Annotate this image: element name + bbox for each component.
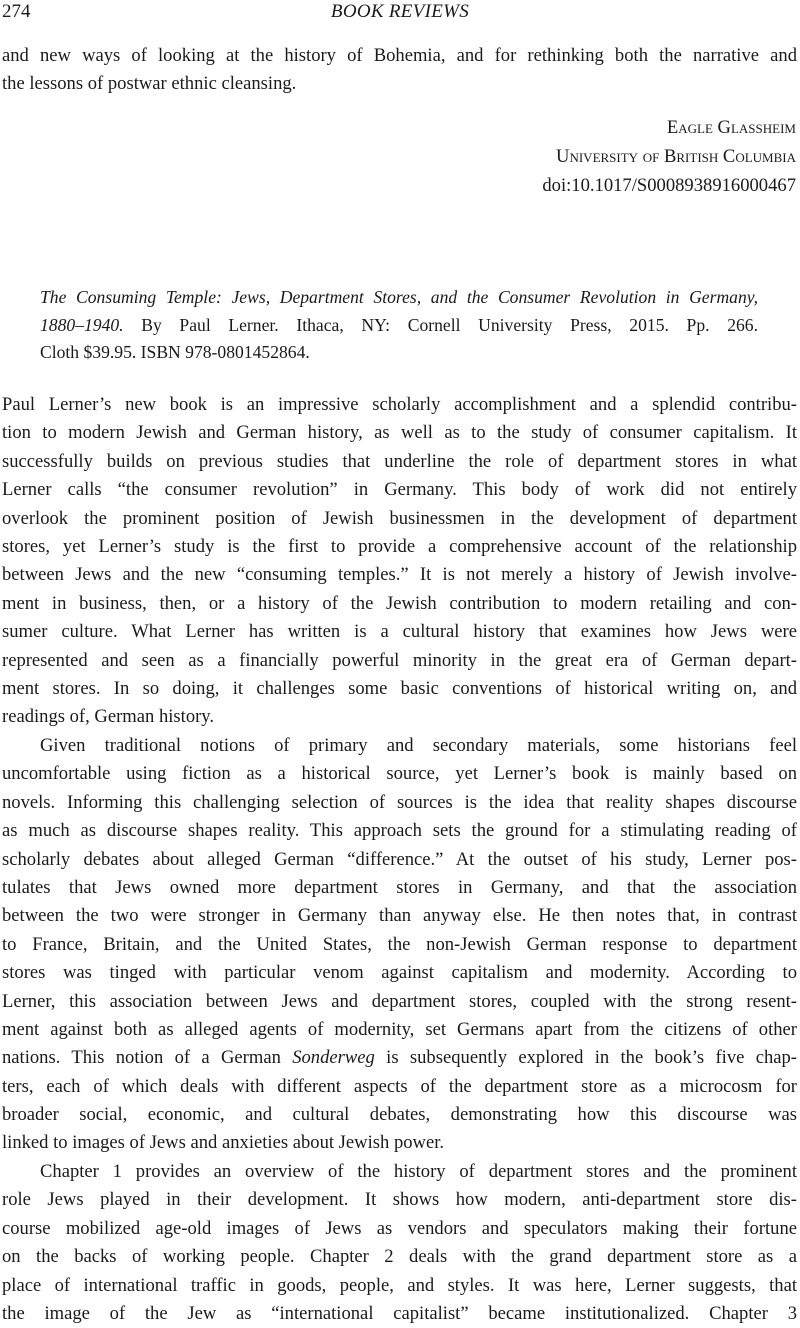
citation-line3: Cloth $39.95. ISBN 978-0801452864. xyxy=(40,342,310,363)
journal-title: BOOK REVIEWS xyxy=(330,1,470,22)
text-line: to France, Britain, and the United States, the non-Jewish German response to department xyxy=(2,933,797,955)
text-line: course mobilized age-old images of Jews as vendors and speculators making their fortune xyxy=(2,1217,797,1239)
text-line: between the two were stronger in Germany than anyway else. He then notes that, in contrast xyxy=(2,905,797,927)
text-line: the lessons of postwar ethnic cleansing. xyxy=(2,73,297,95)
text-line: role Jews played in their development. It shows how modern, anti-department store dis- xyxy=(2,1189,797,1211)
text-line: tion to modern Jewish and German history, as well as to the study of consumer capitalism. It xyxy=(2,422,797,444)
book-title: The Consuming Temple: Jews, Department Stores, and the Consumer Revolution in Germany, xyxy=(40,287,758,307)
doi: doi:10.1017/S0008938916000467 xyxy=(542,175,796,196)
body-paragraph-2 xyxy=(2,732,797,1158)
text-line: ment against both as alleged agents of modernity, set Germans apart from the citizens of other xyxy=(2,1018,797,1040)
text-line: Paul Lerner’s new book is an impressive scholarly accomplishment and a splendid contribu- xyxy=(2,394,797,415)
text-line: ment stores. In so doing, it challenges some basic conventions of historical writing on, and xyxy=(2,677,797,699)
text-line: successfully builds on previous studies that underline the role of department stores in what xyxy=(2,450,797,472)
text-line xyxy=(2,1044,797,1072)
book-citation xyxy=(40,284,758,367)
text-line: novels. Informing this challenging selection of sources is the idea that reality shapes discourse xyxy=(2,791,797,813)
italic-term: Sonderweg xyxy=(292,1047,375,1069)
text-line: tulates that Jews owned more department stores in Germany, and that the association xyxy=(2,876,797,898)
text-line: Lerner, this association between Jews and department stores, coupled with the strong resent- xyxy=(2,990,797,1012)
text-line: stores was tinged with particular venom against capitalism and modernity. According to xyxy=(2,962,797,984)
text-line: Chapter 1 provides an overview of the history of department stores and the prominent xyxy=(40,1161,797,1182)
text-line: readings of, German history. xyxy=(2,706,215,728)
text-line: on the backs of working people. Chapter 2 deals with the grand department store as a xyxy=(2,1246,797,1268)
text-line: ters, each of which deals with different aspects of the department store as a microcosm for xyxy=(2,1075,797,1097)
text-run: nations. This notion of a German xyxy=(2,1047,293,1069)
body-paragraph-1 xyxy=(2,391,797,732)
book-title-end: 1880–1940. xyxy=(40,314,124,335)
body-paragraph-3 xyxy=(2,1158,797,1328)
citation-details: By Paul Lerner. Ithaca, NY: Cornell University Press, 2015. Pp. 266. xyxy=(123,314,758,335)
page-number: 274 xyxy=(2,1,31,22)
book-title-line1 xyxy=(40,284,758,312)
text-line: ment in business, then, or a history of the Jewish contribution to modern retailing and con- xyxy=(2,592,797,614)
text-line: Lerner calls “the consumer revolution” in Germany. This body of work did not entirely xyxy=(2,479,797,501)
text-line: Given traditional notions of primary and secondary materials, some historians feel xyxy=(40,735,797,756)
text-line: stores, yet Lerner’s study is the first to provide a comprehensive account of the relationship xyxy=(2,535,797,557)
reviewer-affiliation: University of British Columbia xyxy=(556,146,796,167)
text-line: linked to images of Jews and anxieties about Jewish power. xyxy=(2,1132,445,1154)
reviewer-signature xyxy=(542,113,796,200)
running-head xyxy=(0,0,800,30)
text-line: place of international traffic in goods, people, and styles. It was here, Lerner suggests, that xyxy=(2,1274,797,1296)
text-line: as much as discourse shapes reality. This approach sets the ground for a stimulating reading of xyxy=(2,820,797,842)
text-line: uncomfortable using fiction as a historical source, yet Lerner’s book is mainly based on xyxy=(2,763,797,785)
previous-review-ending xyxy=(2,42,797,99)
text-line: sumer culture. What Lerner has written is a cultural history that examines how Jews were xyxy=(2,621,797,643)
text-line: the image of the Jew as “international capitalist” became institutionalized. Chapter 3 xyxy=(2,1302,797,1324)
citation-line2 xyxy=(40,312,758,340)
text-line: and new ways of looking at the history of Bohemia, and for rethinking both the narrative and xyxy=(2,45,797,66)
text-line: represented and seen as a financially powerful minority in the great era of German depart- xyxy=(2,649,797,671)
text-line: broader social, economic, and cultural debates, demonstrating how this discourse was xyxy=(2,1104,797,1126)
reviewer-name: Eagle Glassheim xyxy=(666,117,796,138)
text-line: between Jews and the new “consuming temples.” It is not merely a history of Jewish involve- xyxy=(2,564,797,586)
text-line: overlook the prominent position of Jewish businessmen in the development of department xyxy=(2,507,797,529)
text-run: is subsequently explored in the book’s five chap- xyxy=(374,1047,797,1069)
text-line: scholarly debates about alleged German “difference.” At the outset of his study, Lerner pos- xyxy=(2,848,797,870)
